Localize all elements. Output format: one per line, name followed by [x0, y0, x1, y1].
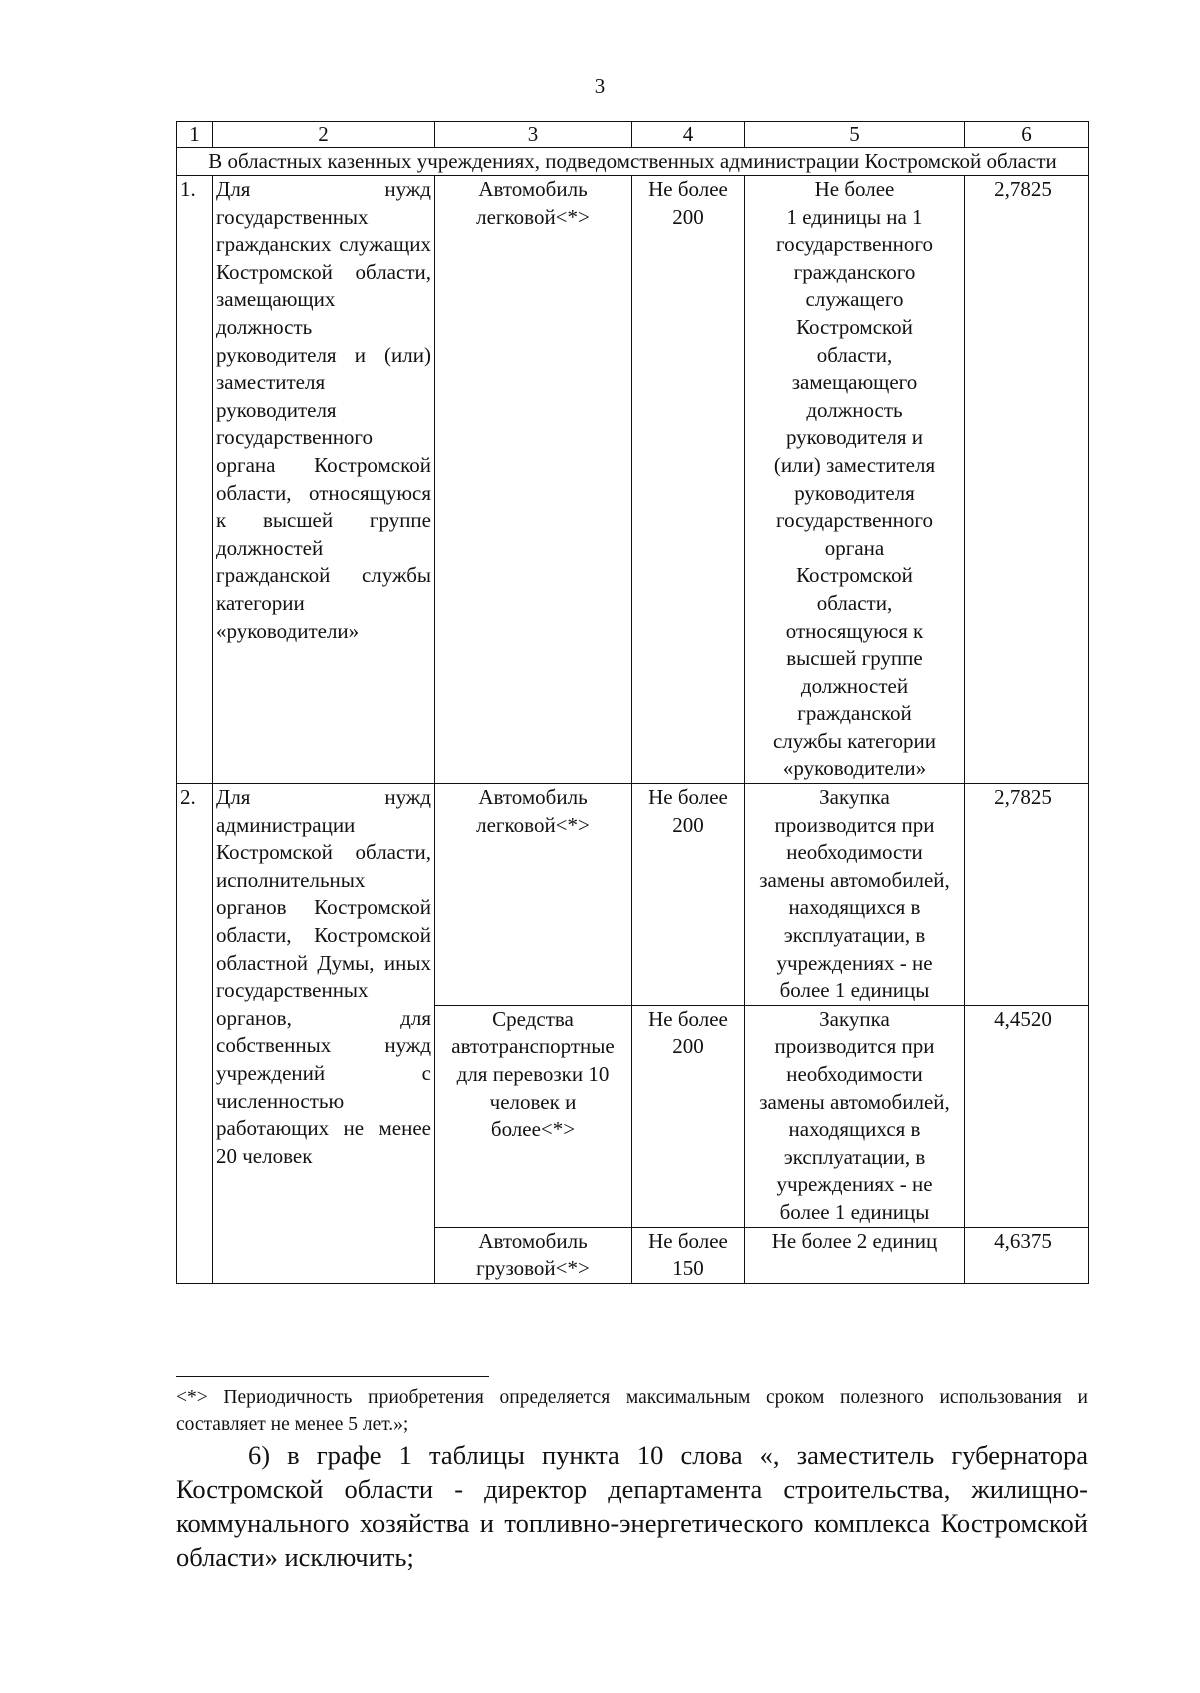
table-row [177, 784, 1089, 1006]
header-cell-4: 4 [632, 122, 745, 148]
header-cell-2: 2 [213, 122, 435, 148]
table-header-row [177, 122, 1089, 148]
row-number: 2. [177, 784, 213, 1284]
header-cell-5: 5 [745, 122, 965, 148]
vehicle-type-cell: Автомобиль легковой<*> [435, 176, 632, 784]
section-title: В областных казенных учреждениях, подведомственных администрации Костромской области [177, 148, 1089, 176]
price-cell: 4,6375 [965, 1227, 1089, 1283]
vehicle-type-cell: Средства автотранспортные для перевозки 10 человек и более<*> [435, 1005, 632, 1227]
quantity-cell: Закупка производится при необходимости замены автомобилей, находящихся в эксплуатации, в учреждениях - не более 1 единицы [745, 1005, 965, 1227]
price-cell: 2,7825 [965, 784, 1089, 1006]
price-cell: 2,7825 [965, 176, 1089, 784]
engine-power-cell: Не более 150 [632, 1227, 745, 1283]
footnote: <*> Периодичность приобретения определяется максимальным сроком полезного использования и составляет не менее 5 лет.»; [176, 1387, 1088, 1435]
engine-power-cell: Не более 200 [632, 176, 745, 784]
page-number: 3 [594, 74, 606, 98]
engine-power-cell: Не более 200 [632, 784, 745, 1006]
purpose-cell: Для нужд администрации Костромской области, исполнительных органов Костромской области, Костромской областной Думы, иных государственных органов, для собственных нужд учреждений с численностью работающих не менее 20 человек [213, 784, 435, 1284]
header-cell-3: 3 [435, 122, 632, 148]
vehicles-norms-table [176, 121, 1089, 1284]
engine-power-cell: Не более 200 [632, 1005, 745, 1227]
price-cell: 4,4520 [965, 1005, 1089, 1227]
table-row [177, 176, 1089, 784]
amendment-paragraph: 6) в графе 1 таблицы пункта 10 слова «, заместитель губернатора Костромской области - директор департамента строительства, жилищно-коммунального хозяйства и топливно-энергетического комплекса Костромской области» исключить; [176, 1440, 1088, 1572]
vehicle-type-cell: Автомобиль грузовой<*> [435, 1227, 632, 1283]
header-cell-1: 1 [177, 122, 213, 148]
vehicle-type-cell: Автомобиль легковой<*> [435, 784, 632, 1006]
row-number: 1. [177, 176, 213, 784]
purpose-cell: Для нужд государственных гражданских служащих Костромской области, замещающих должность руководителя и (или) заместителя руководителя государственного органа Костромской области, относящуюся к высшей группе должностей гражданской службы категории «руководители» [213, 176, 435, 784]
quantity-cell: Не более 2 единиц [745, 1227, 965, 1283]
section-row [177, 148, 1089, 176]
quantity-cell: Закупка производится при необходимости замены автомобилей, находящихся в эксплуатации, в учреждениях - не более 1 единицы [745, 784, 965, 1006]
header-cell-6: 6 [965, 122, 1089, 148]
quantity-cell: Не более 1 единицы на 1 государственного гражданского служащего Костромской области, замещающего должность руководителя и (или) заместителя руководителя государственного органа Костромской области, относящуюся к высшей группе должностей гражданской службы категории «руководители» [745, 176, 965, 784]
footnote-separator [176, 1376, 489, 1377]
